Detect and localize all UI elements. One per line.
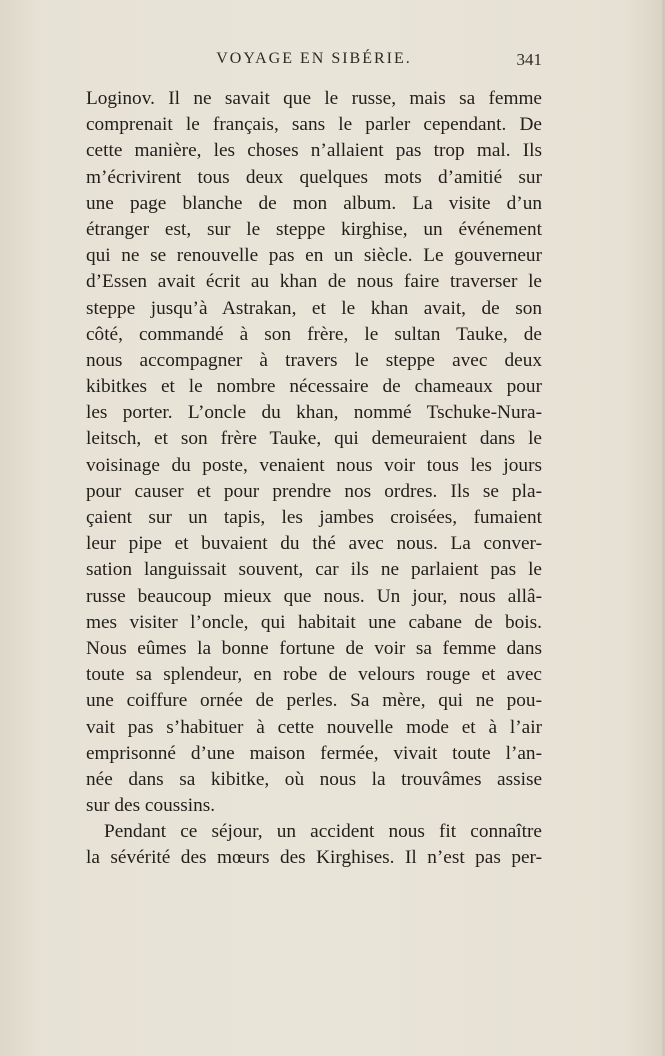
text-line: kibitkes et le nombre nécessaire de chameaux pour bbox=[86, 376, 542, 398]
paragraph-end-line: sur des coussins. bbox=[86, 795, 216, 817]
text-line: née dans sa kibitke, où nous la trouvâmes assise bbox=[86, 768, 542, 790]
text-line: pour causer et pour prendre nos ordres. Ils se pla- bbox=[86, 480, 542, 502]
page-header bbox=[86, 50, 542, 74]
text-line: les porter. L’oncle du khan, nommé Tschuke-Nura- bbox=[86, 402, 542, 424]
text-line: leur pipe et buvaient du thé avec nous. La conver- bbox=[86, 533, 542, 555]
text-line: côté, commandé à son frère, le sultan Tauke, de bbox=[86, 323, 542, 345]
text-line: Loginov. Il ne savait que le russe, mais sa femme bbox=[86, 88, 542, 109]
text-line: qui ne se renouvelle pas en un siècle. Le gouverneur bbox=[86, 245, 542, 267]
text-line: la sévérité des mœurs des Kirghises. Il n’est pas per- bbox=[86, 847, 542, 869]
text-line: leitsch, et son frère Tauke, qui demeuraient dans le bbox=[86, 428, 542, 450]
text-line: vait pas s’habituer à cette nouvelle mode et à l’air bbox=[86, 716, 542, 738]
text-line: emprisonné d’une maison fermée, vivait toute l’an- bbox=[86, 742, 542, 764]
text-line: une coiffure ornée de perles. Sa mère, qui ne pou- bbox=[86, 690, 542, 712]
page-number: 341 bbox=[516, 50, 542, 69]
text-line: Nous eûmes la bonne fortune de voir sa femme dans bbox=[86, 637, 542, 659]
text-line: m’écrivirent tous deux quelques mots d’amitié sur bbox=[86, 166, 542, 188]
text-line: mes visiter l’oncle, qui habitait une cabane de bois. bbox=[86, 611, 542, 633]
text-line: une page blanche de mon album. La visite d’un bbox=[86, 192, 542, 214]
text-line: steppe jusqu’à Astrakan, et le khan avait, de son bbox=[86, 297, 542, 319]
body-text bbox=[86, 86, 542, 872]
running-head: VOYAGE EN SIBÉRIE. bbox=[216, 50, 412, 67]
text-line: cette manière, les choses n’allaient pas trop mal. Ils bbox=[86, 140, 542, 162]
text-line: d’Essen avait écrit au khan de nous faire traverser le bbox=[86, 271, 542, 293]
text-line: toute sa splendeur, en robe de velours rouge et avec bbox=[86, 664, 542, 686]
text-line: étranger est, sur le steppe kirghise, un événement bbox=[86, 218, 542, 240]
text-line: comprenait le français, sans le parler cependant. De bbox=[86, 114, 542, 136]
text-line: russe beaucoup mieux que nous. Un jour, nous allâ- bbox=[86, 585, 542, 607]
text-line: çaient sur un tapis, les jambes croisées, fumaient bbox=[86, 507, 542, 528]
text-line: sation languissait souvent, car ils ne parlaient pas le bbox=[86, 559, 542, 581]
text-line: voisinage du poste, venaient nous voir tous les jours bbox=[86, 454, 542, 476]
paragraph-start-line: Pendant ce séjour, un accident nous fit connaître bbox=[104, 821, 542, 843]
text-line: nous accompagner à travers le steppe avec deux bbox=[86, 349, 542, 371]
